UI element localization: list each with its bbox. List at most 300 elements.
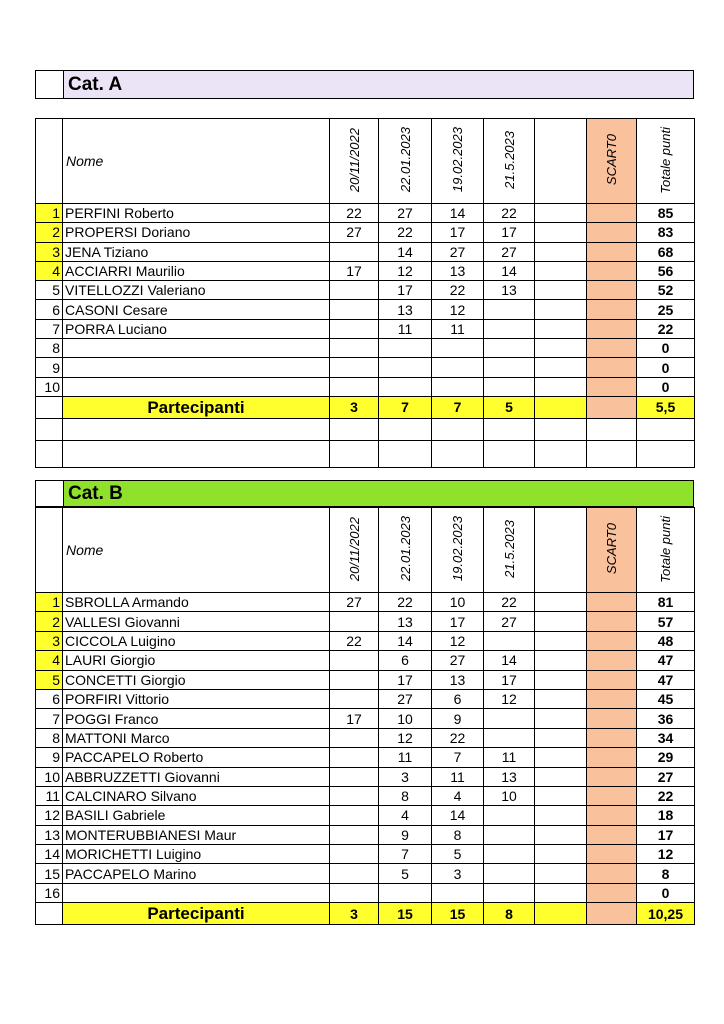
total-cell: 27 bbox=[637, 767, 695, 786]
score-cell: 5 bbox=[379, 864, 432, 883]
scarto-cell bbox=[587, 339, 637, 358]
table-row bbox=[36, 377, 695, 396]
empty-cell bbox=[535, 281, 587, 300]
header-date-1 bbox=[330, 119, 379, 204]
score-cell bbox=[484, 864, 535, 883]
header-date-1-label: 20/11/2022 bbox=[346, 516, 362, 582]
rank-cell: 9 bbox=[36, 358, 63, 377]
score-cell: 8 bbox=[379, 786, 432, 805]
total-cell: 22 bbox=[637, 786, 695, 805]
rank-cell: 10 bbox=[36, 767, 63, 786]
header-index-cell bbox=[36, 508, 63, 593]
scarto-cell bbox=[587, 300, 637, 319]
header-date-4 bbox=[484, 119, 535, 204]
rank-cell: 13 bbox=[36, 825, 63, 844]
scarto-cell bbox=[587, 728, 637, 747]
rank-cell: 12 bbox=[36, 806, 63, 825]
score-cell bbox=[330, 806, 379, 825]
name-cell: PERFINI Roberto bbox=[63, 204, 330, 223]
table-row bbox=[36, 300, 695, 319]
partecipanti-count: 3 bbox=[330, 396, 379, 418]
table-row bbox=[36, 786, 695, 805]
blank-cell bbox=[587, 418, 637, 440]
empty-cell bbox=[535, 612, 587, 631]
score-cell bbox=[484, 728, 535, 747]
scarto-cell bbox=[587, 223, 637, 242]
scarto-cell bbox=[587, 709, 637, 728]
score-cell: 7 bbox=[379, 845, 432, 864]
header-date-3 bbox=[432, 119, 484, 204]
blank-cell bbox=[36, 418, 63, 440]
empty-cell bbox=[535, 651, 587, 670]
score-cell bbox=[330, 339, 379, 358]
partecipanti-count: 7 bbox=[432, 396, 484, 418]
score-cell bbox=[379, 377, 432, 396]
partecipanti-count: 7 bbox=[379, 396, 432, 418]
total-cell: 0 bbox=[637, 883, 695, 902]
name-cell: PORFIRI Vittorio bbox=[63, 689, 330, 708]
partecipanti-index-cell bbox=[36, 903, 63, 925]
cat-a-title: Cat. A bbox=[64, 71, 693, 98]
header-date-3-label: 19.02.2023 bbox=[450, 127, 465, 193]
table-row bbox=[36, 670, 695, 689]
score-cell bbox=[330, 281, 379, 300]
rank-cell: 15 bbox=[36, 864, 63, 883]
total-cell: 47 bbox=[637, 670, 695, 689]
scarto-cell bbox=[587, 631, 637, 650]
score-cell bbox=[330, 358, 379, 377]
score-cell: 3 bbox=[432, 864, 484, 883]
table-row bbox=[36, 689, 695, 708]
total-cell: 17 bbox=[637, 825, 695, 844]
scarto-cell bbox=[587, 786, 637, 805]
score-cell bbox=[330, 728, 379, 747]
header-date-4-label: 21.5.2023 bbox=[501, 520, 517, 578]
score-cell bbox=[330, 300, 379, 319]
header-totale-label: Totale punti bbox=[658, 126, 673, 194]
empty-cell bbox=[535, 223, 587, 242]
name-cell: MATTONI Marco bbox=[63, 728, 330, 747]
scarto-cell bbox=[587, 261, 637, 280]
score-cell: 13 bbox=[379, 300, 432, 319]
score-cell: 27 bbox=[484, 242, 535, 261]
name-cell bbox=[63, 358, 330, 377]
header-date-1-label: 20/11/2022 bbox=[346, 127, 362, 193]
blank-cell bbox=[432, 418, 484, 440]
score-cell: 27 bbox=[484, 612, 535, 631]
empty-cell bbox=[535, 377, 587, 396]
empty-cell bbox=[535, 242, 587, 261]
score-cell: 14 bbox=[484, 261, 535, 280]
blank-cell bbox=[63, 418, 330, 440]
total-cell: 85 bbox=[637, 204, 695, 223]
table-row bbox=[36, 281, 695, 300]
score-cell bbox=[330, 748, 379, 767]
rank-cell: 2 bbox=[36, 612, 63, 631]
total-cell: 0 bbox=[637, 339, 695, 358]
score-cell: 11 bbox=[379, 319, 432, 338]
score-cell bbox=[484, 631, 535, 650]
score-cell: 14 bbox=[432, 806, 484, 825]
empty-cell bbox=[535, 631, 587, 650]
rank-cell: 3 bbox=[36, 242, 63, 261]
scarto-cell bbox=[587, 883, 637, 902]
empty-cell bbox=[535, 670, 587, 689]
partecipanti-count: 15 bbox=[432, 903, 484, 925]
header-date-1 bbox=[330, 508, 379, 593]
score-cell: 14 bbox=[484, 651, 535, 670]
table-row bbox=[36, 261, 695, 280]
empty-cell bbox=[535, 845, 587, 864]
rank-cell: 10 bbox=[36, 377, 63, 396]
score-cell bbox=[484, 377, 535, 396]
header-scarto-label: SCART0 bbox=[604, 523, 619, 575]
name-cell bbox=[63, 339, 330, 358]
name-cell bbox=[63, 377, 330, 396]
table-row bbox=[36, 242, 695, 261]
score-cell: 12 bbox=[379, 728, 432, 747]
scarto-cell bbox=[587, 670, 637, 689]
scarto-cell bbox=[587, 593, 637, 612]
empty-cell bbox=[535, 883, 587, 902]
scarto-cell bbox=[587, 281, 637, 300]
empty-cell bbox=[535, 806, 587, 825]
rank-cell: 5 bbox=[36, 281, 63, 300]
partecipanti-row bbox=[36, 903, 695, 925]
total-cell: 0 bbox=[637, 377, 695, 396]
blank-cell bbox=[535, 418, 587, 440]
score-cell bbox=[484, 845, 535, 864]
score-cell: 12 bbox=[379, 261, 432, 280]
table-row bbox=[36, 593, 695, 612]
score-cell bbox=[330, 689, 379, 708]
cat-a-title-bar bbox=[35, 70, 694, 99]
partecipanti-total: 10,25 bbox=[637, 903, 695, 925]
cat-a-table bbox=[35, 118, 695, 468]
score-cell: 27 bbox=[432, 651, 484, 670]
score-cell bbox=[484, 300, 535, 319]
name-cell: CICCOLA Luigino bbox=[63, 631, 330, 650]
score-cell bbox=[330, 864, 379, 883]
empty-cell bbox=[535, 864, 587, 883]
empty-cell bbox=[535, 300, 587, 319]
table-row bbox=[36, 728, 695, 747]
scarto-cell bbox=[587, 358, 637, 377]
score-cell: 27 bbox=[330, 223, 379, 242]
blank-cell bbox=[379, 418, 432, 440]
scarto-cell bbox=[587, 748, 637, 767]
score-cell bbox=[379, 339, 432, 358]
name-cell: MONTERUBBIANESI Maur bbox=[63, 825, 330, 844]
score-cell bbox=[432, 883, 484, 902]
name-cell: MORICHETTI Luigino bbox=[63, 845, 330, 864]
name-cell bbox=[63, 883, 330, 902]
header-date-2-label: 22.01.2023 bbox=[397, 127, 413, 193]
name-cell: POGGI Franco bbox=[63, 709, 330, 728]
name-cell: CASONI Cesare bbox=[63, 300, 330, 319]
score-cell bbox=[330, 377, 379, 396]
name-cell: PACCAPELO Marino bbox=[63, 864, 330, 883]
total-cell: 57 bbox=[637, 612, 695, 631]
scarto-cell bbox=[587, 651, 637, 670]
score-cell: 12 bbox=[432, 631, 484, 650]
blank-cell bbox=[432, 440, 484, 467]
total-cell: 34 bbox=[637, 728, 695, 747]
total-cell: 48 bbox=[637, 631, 695, 650]
total-cell: 22 bbox=[637, 319, 695, 338]
header-totale bbox=[637, 119, 695, 204]
scarto-cell bbox=[587, 864, 637, 883]
blank-cell bbox=[330, 440, 379, 467]
rank-cell: 4 bbox=[36, 261, 63, 280]
score-cell: 13 bbox=[432, 261, 484, 280]
score-cell bbox=[330, 612, 379, 631]
total-cell: 29 bbox=[637, 748, 695, 767]
header-scarto bbox=[587, 119, 637, 204]
cat-b-table bbox=[35, 507, 695, 925]
score-cell: 7 bbox=[432, 748, 484, 767]
score-cell: 10 bbox=[432, 593, 484, 612]
partecipanti-empty bbox=[535, 396, 587, 418]
score-cell: 17 bbox=[484, 670, 535, 689]
score-cell bbox=[379, 883, 432, 902]
score-cell: 22 bbox=[432, 728, 484, 747]
table-row bbox=[36, 339, 695, 358]
score-cell: 27 bbox=[330, 593, 379, 612]
name-cell: CONCETTI Giorgio bbox=[63, 670, 330, 689]
rank-cell: 9 bbox=[36, 748, 63, 767]
table-row bbox=[36, 883, 695, 902]
partecipanti-scarto bbox=[587, 903, 637, 925]
header-nome: Nome bbox=[63, 508, 330, 593]
scarto-cell bbox=[587, 806, 637, 825]
empty-cell bbox=[535, 709, 587, 728]
name-cell: LAURI Giorgio bbox=[63, 651, 330, 670]
header-date-4-label: 21.5.2023 bbox=[501, 131, 517, 189]
score-cell bbox=[330, 319, 379, 338]
score-cell: 17 bbox=[330, 709, 379, 728]
table-row bbox=[36, 864, 695, 883]
header-date-4 bbox=[484, 508, 535, 593]
blank-row bbox=[36, 440, 695, 467]
table-row bbox=[36, 748, 695, 767]
blank-cell bbox=[63, 440, 330, 467]
rank-cell: 16 bbox=[36, 883, 63, 902]
rank-cell: 7 bbox=[36, 319, 63, 338]
score-cell: 17 bbox=[432, 223, 484, 242]
total-cell: 56 bbox=[637, 261, 695, 280]
partecipanti-total: 5,5 bbox=[637, 396, 695, 418]
partecipanti-row bbox=[36, 396, 695, 418]
total-cell: 36 bbox=[637, 709, 695, 728]
score-cell bbox=[330, 670, 379, 689]
rank-cell: 2 bbox=[36, 223, 63, 242]
score-cell bbox=[330, 767, 379, 786]
total-cell: 0 bbox=[637, 358, 695, 377]
score-cell: 11 bbox=[432, 319, 484, 338]
scarto-cell bbox=[587, 612, 637, 631]
score-cell: 14 bbox=[379, 631, 432, 650]
score-cell bbox=[484, 319, 535, 338]
total-cell: 83 bbox=[637, 223, 695, 242]
scarto-cell bbox=[587, 825, 637, 844]
total-cell: 12 bbox=[637, 845, 695, 864]
name-cell: PROPERSI Doriano bbox=[63, 223, 330, 242]
score-cell bbox=[330, 242, 379, 261]
empty-cell bbox=[535, 339, 587, 358]
empty-cell bbox=[535, 728, 587, 747]
empty-cell bbox=[535, 825, 587, 844]
cat-a-header-row bbox=[36, 119, 695, 204]
score-cell: 10 bbox=[484, 786, 535, 805]
blank-cell bbox=[637, 418, 695, 440]
blank-cell bbox=[484, 418, 535, 440]
scarto-cell bbox=[587, 319, 637, 338]
name-cell: PACCAPELO Roberto bbox=[63, 748, 330, 767]
blank-cell bbox=[36, 440, 63, 467]
empty-cell bbox=[535, 767, 587, 786]
table-row bbox=[36, 223, 695, 242]
total-cell: 68 bbox=[637, 242, 695, 261]
partecipanti-count: 8 bbox=[484, 903, 535, 925]
rank-cell: 14 bbox=[36, 845, 63, 864]
score-cell: 27 bbox=[432, 242, 484, 261]
partecipanti-empty bbox=[535, 903, 587, 925]
table-row bbox=[36, 767, 695, 786]
rank-cell: 8 bbox=[36, 339, 63, 358]
empty-cell bbox=[535, 786, 587, 805]
score-cell: 14 bbox=[432, 204, 484, 223]
header-date-3 bbox=[432, 508, 484, 593]
total-cell: 52 bbox=[637, 281, 695, 300]
header-date-3-label: 19.02.2023 bbox=[450, 516, 465, 582]
score-cell bbox=[330, 845, 379, 864]
rank-cell: 4 bbox=[36, 651, 63, 670]
empty-cell bbox=[535, 204, 587, 223]
header-date-2-label: 22.01.2023 bbox=[397, 516, 413, 582]
score-cell: 9 bbox=[379, 825, 432, 844]
score-cell: 22 bbox=[330, 204, 379, 223]
partecipanti-index-cell bbox=[36, 396, 63, 418]
score-cell: 22 bbox=[484, 204, 535, 223]
scarto-cell bbox=[587, 242, 637, 261]
partecipanti-count: 15 bbox=[379, 903, 432, 925]
header-date-2 bbox=[379, 508, 432, 593]
score-cell: 17 bbox=[379, 281, 432, 300]
name-cell: CALCINARO Silvano bbox=[63, 786, 330, 805]
score-cell: 5 bbox=[432, 845, 484, 864]
blank-cell bbox=[637, 440, 695, 467]
partecipanti-count: 3 bbox=[330, 903, 379, 925]
header-totale bbox=[637, 508, 695, 593]
empty-cell bbox=[535, 748, 587, 767]
table-row bbox=[36, 612, 695, 631]
score-cell: 14 bbox=[379, 242, 432, 261]
table-row bbox=[36, 845, 695, 864]
score-cell: 11 bbox=[432, 767, 484, 786]
header-nome: Nome bbox=[63, 119, 330, 204]
empty-cell bbox=[535, 261, 587, 280]
name-cell: ABBRUZZETTI Giovanni bbox=[63, 767, 330, 786]
score-cell: 3 bbox=[379, 767, 432, 786]
score-cell: 8 bbox=[432, 825, 484, 844]
rank-cell: 11 bbox=[36, 786, 63, 805]
score-cell: 22 bbox=[330, 631, 379, 650]
name-cell: VALLESI Giovanni bbox=[63, 612, 330, 631]
empty-cell bbox=[535, 319, 587, 338]
total-cell: 47 bbox=[637, 651, 695, 670]
empty-cell bbox=[535, 689, 587, 708]
header-empty bbox=[535, 508, 587, 593]
rank-cell: 6 bbox=[36, 689, 63, 708]
score-cell: 27 bbox=[379, 204, 432, 223]
header-empty bbox=[535, 119, 587, 204]
name-cell: ACCIARRI Maurilio bbox=[63, 261, 330, 280]
name-cell: JENA Tiziano bbox=[63, 242, 330, 261]
score-cell bbox=[484, 709, 535, 728]
score-cell: 13 bbox=[484, 767, 535, 786]
blank-cell bbox=[535, 440, 587, 467]
score-cell: 13 bbox=[379, 612, 432, 631]
score-cell bbox=[330, 786, 379, 805]
scarto-cell bbox=[587, 845, 637, 864]
rank-cell: 7 bbox=[36, 709, 63, 728]
rank-cell: 3 bbox=[36, 631, 63, 650]
table-row bbox=[36, 204, 695, 223]
name-cell: SBROLLA Armando bbox=[63, 593, 330, 612]
header-index-cell bbox=[36, 119, 63, 204]
score-cell: 13 bbox=[432, 670, 484, 689]
table-row bbox=[36, 631, 695, 650]
blank-cell bbox=[484, 440, 535, 467]
header-scarto bbox=[587, 508, 637, 593]
table-row bbox=[36, 825, 695, 844]
name-cell: VITELLOZZI Valeriano bbox=[63, 281, 330, 300]
score-cell: 9 bbox=[432, 709, 484, 728]
score-cell: 22 bbox=[379, 593, 432, 612]
empty-cell bbox=[535, 593, 587, 612]
total-cell: 25 bbox=[637, 300, 695, 319]
score-cell: 4 bbox=[379, 806, 432, 825]
score-cell bbox=[330, 883, 379, 902]
score-cell: 6 bbox=[379, 651, 432, 670]
partecipanti-label: Partecipanti bbox=[63, 903, 330, 925]
score-cell bbox=[484, 806, 535, 825]
cat-b-header-row bbox=[36, 508, 695, 593]
score-cell: 22 bbox=[484, 593, 535, 612]
cat-b-title: Cat. B bbox=[64, 481, 693, 506]
rank-cell: 1 bbox=[36, 204, 63, 223]
score-cell: 17 bbox=[379, 670, 432, 689]
score-cell: 11 bbox=[379, 748, 432, 767]
score-cell: 10 bbox=[379, 709, 432, 728]
header-totale-label: Totale punti bbox=[658, 515, 673, 583]
rank-cell: 1 bbox=[36, 593, 63, 612]
blank-cell bbox=[587, 440, 637, 467]
rank-cell: 6 bbox=[36, 300, 63, 319]
blank-cell bbox=[330, 418, 379, 440]
score-cell bbox=[484, 358, 535, 377]
blank-cell bbox=[379, 440, 432, 467]
total-cell: 45 bbox=[637, 689, 695, 708]
score-cell: 22 bbox=[379, 223, 432, 242]
table-row bbox=[36, 709, 695, 728]
partecipanti-count: 5 bbox=[484, 396, 535, 418]
partecipanti-label: Partecipanti bbox=[63, 396, 330, 418]
score-cell bbox=[330, 651, 379, 670]
name-cell: BASILI Gabriele bbox=[63, 806, 330, 825]
score-cell: 17 bbox=[330, 261, 379, 280]
